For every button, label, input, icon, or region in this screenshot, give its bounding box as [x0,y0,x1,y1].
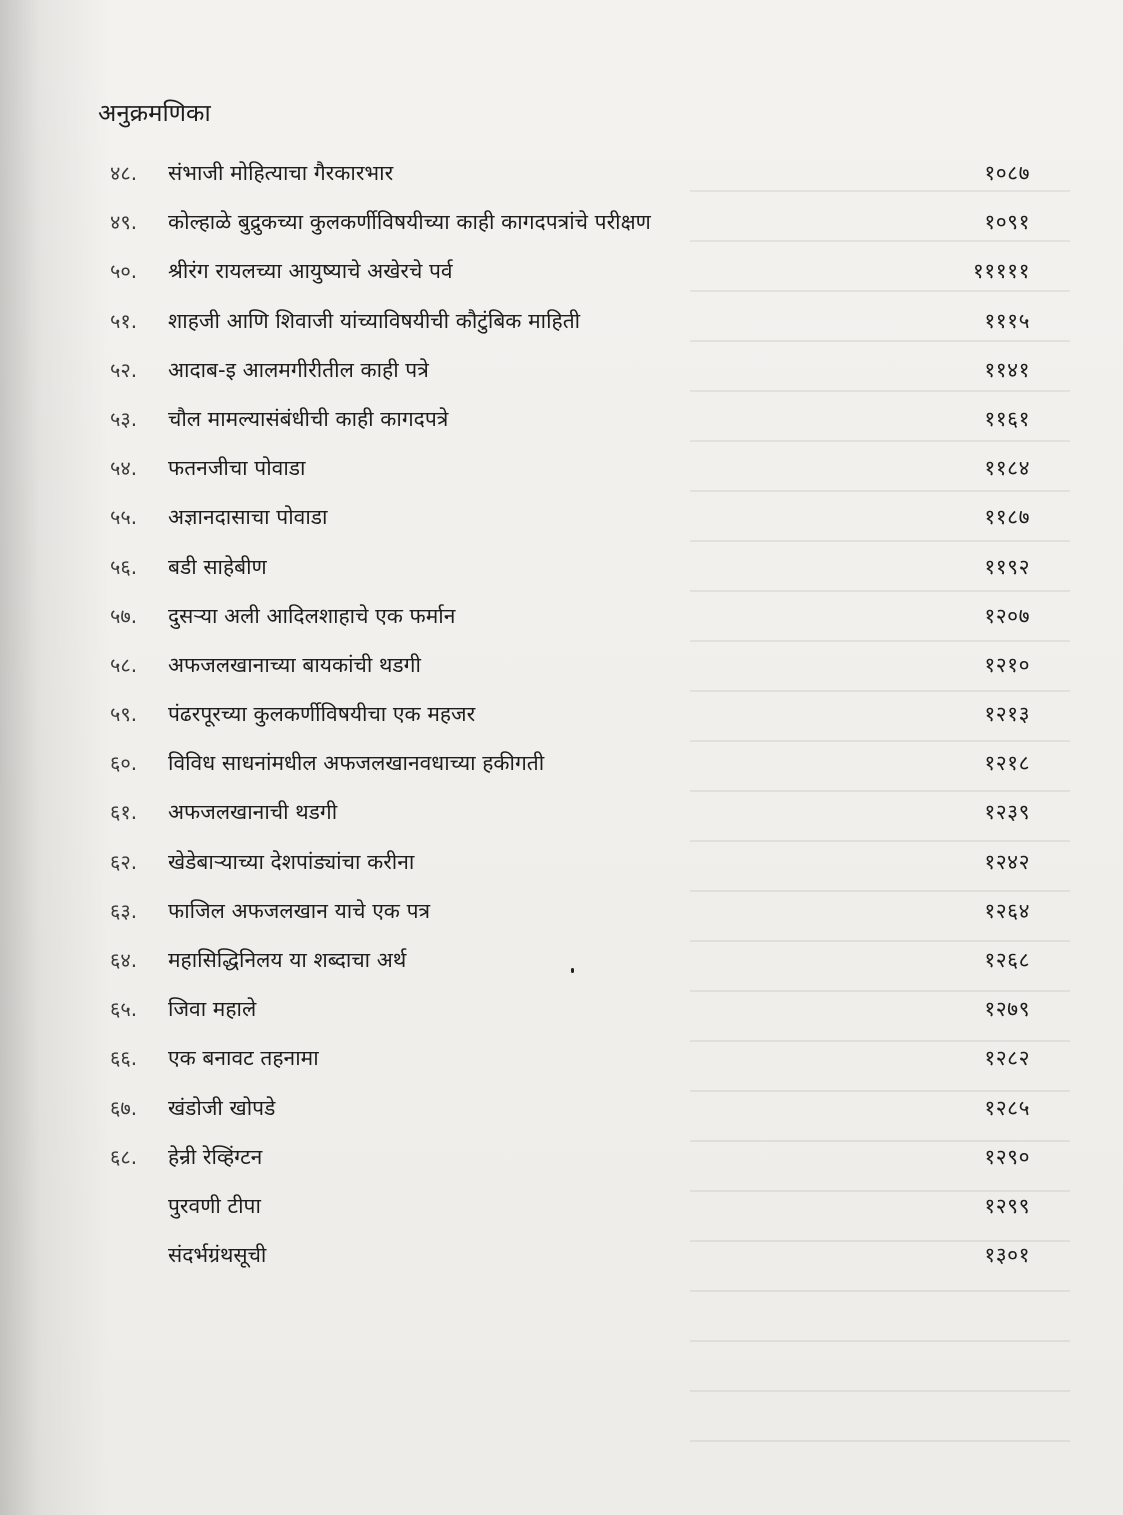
toc-entry-number: ५२. [110,357,138,382]
toc-entry-page: १२१० [984,652,1030,677]
toc-entry-title: पुरवणी टीपा [168,1193,261,1218]
toc-entry-number: ६४. [110,948,138,972]
toc-entry-page: १२१३ [984,702,1030,727]
toc-entry [110,748,1030,797]
toc-entry-number: ६८. [110,1144,138,1169]
toc-entry [110,355,1030,404]
toc-entry-page: १११५ [984,308,1030,333]
toc-entry [110,256,1030,305]
toc-entry-number: ४८. [110,161,138,185]
toc-entry-title: पंढरपूरच्या कुलकर्णीविषयीचा एक महजर [168,702,476,727]
toc-entry-title: हेन्री रेव्हिंग्टन [168,1144,263,1169]
toc-entry-page: १११११ [972,259,1030,284]
toc-entry-number: ५१. [110,308,138,333]
toc-entry [110,207,1030,256]
toc-entry-page: १२८२ [984,1046,1030,1071]
toc-entry-page: १२९० [984,1144,1030,1169]
toc-entry-title: संभाजी मोहित्याचा गैरकारभार [168,161,394,185]
toc-entry-title: विविध साधनांमधील अफजलखानवधाच्या हकीगती [168,751,545,776]
toc-entry [110,797,1030,846]
toc-entry-page: १२१८ [984,751,1030,776]
toc-entry-number: ५५. [110,505,138,530]
toc-entry-title: फतनजीचा पोवाडा [168,456,306,481]
toc-entry-number: ५८. [110,652,138,677]
toc-entry-page: ११८४ [984,456,1030,481]
toc-entry-title: एक बनावट तहनामा [168,1046,319,1071]
toc-entry [110,699,1030,748]
toc-entry-title: खंडोजी खोपडे [168,1095,276,1120]
toc-entry [110,1142,1030,1191]
toc-entry-page: १२६८ [984,948,1030,972]
toc-entry-page: १२९९ [984,1193,1030,1218]
toc-entry [110,1093,1030,1142]
toc-entry-number: ५३. [110,406,138,431]
toc-entry-number: ५६. [110,554,138,579]
toc-entry-title: श्रीरंग रायलच्या आयुष्याचे अखेरचे पर्व [168,259,453,284]
toc-entry-title: अफजलखानाची थडगी [168,800,338,825]
toc-entry [110,1191,1030,1240]
ink-speck [571,968,574,973]
toc-entry-title: दुसऱ्या अली आदिलशाहाचे एक फर्मान [168,603,456,628]
toc-entry-title: फाजिल अफजलखान याचे एक पत्र [168,898,431,923]
toc-entry-title: चौल मामल्यासंबंधीची काही कागदपत्रे [168,406,449,431]
toc-entry-number: ६७. [110,1095,138,1120]
toc-entry-title: खेडेबाऱ्याच्या देशपांड्यांचा करीना [168,849,415,874]
toc-entry-page: १३०१ [984,1243,1030,1268]
toc-entry-page: १२८५ [984,1095,1030,1120]
toc-entry-number: ६२. [110,849,138,874]
toc-entry-title: महासिद्धिनिलय या शब्दाचा अर्थ [168,948,407,972]
toc-entry-title: संदर्भग्रंथसूची [168,1243,267,1268]
toc-entry-page: ११९२ [984,554,1030,579]
toc-entry-page: १२७९ [984,997,1030,1022]
toc-entry-title: बडी साहेबीण [168,554,267,579]
toc-entry-number: ६०. [110,751,138,776]
toc-entry-number: ५९. [110,702,138,727]
toc-entry [110,552,1030,601]
toc-entry [110,945,1030,994]
toc-entry-page: १०८७ [984,161,1030,185]
toc-entry [110,847,1030,896]
toc-entry-number: ५४. [110,456,138,481]
toc-entry-page: १२६४ [984,898,1030,923]
toc-entry-number: ६६. [110,1046,138,1071]
toc-entry [110,601,1030,650]
toc-entry-title: अज्ञानदासाचा पोवाडा [168,505,328,530]
toc-entry-page: ११६१ [984,406,1030,431]
toc-entry-title: कोल्हाळे बुद्रुकच्या कुलकर्णीविषयीच्या काही कागदपत्रांचे परीक्षण [168,210,651,235]
toc-entry-number: ५७. [110,603,138,628]
toc-entry [110,1240,1030,1289]
toc-entry-number: ६३. [110,898,138,923]
toc-entry [110,994,1030,1043]
toc-entry [110,502,1030,551]
toc-entry-page: १२४२ [984,849,1030,874]
toc-entry-number: ६१. [110,800,138,825]
toc-entry-title: आदाब-इ आलमगीरीतील काही पत्रे [168,357,429,382]
toc-entry-number: ५०. [110,259,138,284]
toc-entry-page: ११८७ [984,505,1030,530]
toc-entry-page: ११४१ [984,357,1030,382]
toc-entry [110,306,1030,355]
toc-entry [110,1043,1030,1092]
toc-entry-title: जिवा महाले [168,997,257,1022]
toc-entry-number: ६५. [110,997,138,1022]
toc-entry-page: १२०७ [984,603,1030,628]
page-title: अनुक्रमणिका [98,99,211,127]
toc-entry-title: अफजलखानाच्या बायकांची थडगी [168,652,421,677]
toc-entry [110,453,1030,502]
toc-entry [110,896,1030,945]
toc-entry [110,650,1030,699]
toc-entry-page: १०९१ [984,210,1030,235]
table-of-contents [110,158,1030,1289]
toc-entry-page: १२३९ [984,800,1030,825]
toc-entry [110,158,1030,207]
toc-entry-title: शाहजी आणि शिवाजी यांच्याविषयीची कौटुंबिक माहिती [168,308,581,333]
toc-entry [110,404,1030,453]
toc-entry-number: ४९. [110,210,138,235]
